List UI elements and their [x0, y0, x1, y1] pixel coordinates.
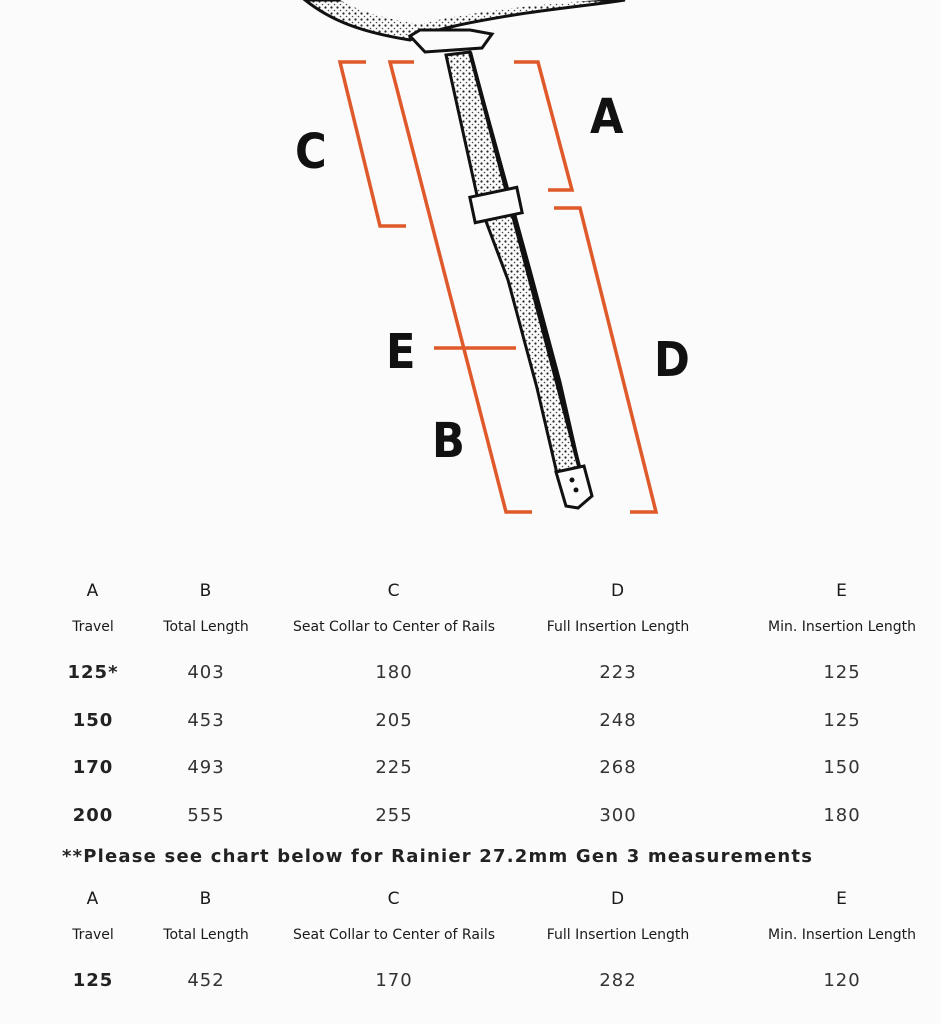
- travel-cell: 125*: [67, 662, 119, 683]
- column-letter: A: [86, 889, 100, 909]
- column-captions-row: [0, 917, 941, 955]
- column-letter: E: [836, 889, 848, 909]
- column-caption: Travel: [72, 619, 114, 635]
- table-cell: 255: [375, 804, 413, 826]
- table-cell: 555: [187, 804, 225, 826]
- table-cell: 452: [187, 970, 225, 991]
- saddle-illustration: [305, 0, 625, 52]
- dimensions-table-main: [0, 571, 941, 647]
- column-letter: B: [199, 889, 213, 909]
- table-cell: 403: [187, 662, 225, 683]
- label-b: B: [432, 413, 465, 469]
- column-letter: B: [199, 581, 213, 601]
- label-d: D: [654, 332, 690, 388]
- travel-cell: 150: [72, 709, 114, 731]
- table-row: [0, 698, 941, 746]
- table-cell: 493: [187, 757, 225, 778]
- column-caption: Min. Insertion Length: [768, 927, 916, 943]
- table-cell: 125: [823, 662, 861, 683]
- travel-cell: 200: [72, 804, 114, 826]
- table-cell: 225: [375, 757, 413, 778]
- table-row: [0, 745, 941, 793]
- table-cell: 300: [599, 804, 637, 826]
- table-cell: 120: [823, 970, 861, 991]
- table-cell: 125: [823, 709, 861, 731]
- column-caption: Full Insertion Length: [546, 619, 690, 635]
- bracket-a: [514, 62, 572, 190]
- column-caption: Seat Collar to Center of Rails: [292, 619, 496, 635]
- table-cell: 223: [599, 662, 637, 683]
- column-caption: Travel: [72, 927, 114, 943]
- label-c: C: [295, 124, 327, 180]
- column-letter: D: [610, 581, 626, 601]
- dimensions-table-gen3: [0, 879, 941, 955]
- label-e: E: [386, 324, 416, 380]
- gen3-note: **Please see chart below for Rainier 27.2mm Gen 3 measurements: [62, 846, 814, 867]
- table-row: [0, 650, 941, 698]
- column-letter: D: [610, 889, 626, 909]
- column-caption: Total Length: [163, 927, 249, 943]
- table-row: [0, 958, 941, 1006]
- travel-cell: 170: [72, 757, 114, 778]
- column-captions-row: [0, 609, 941, 647]
- table-cell: 180: [823, 804, 861, 826]
- seatpost-illustration: [446, 52, 592, 508]
- dimensions-table-gen3-rows: [0, 958, 941, 1006]
- table-cell: 248: [599, 709, 637, 731]
- column-letter: C: [387, 581, 401, 601]
- table-cell: 180: [375, 662, 413, 683]
- column-letters-row: [0, 571, 941, 609]
- column-caption: Min. Insertion Length: [768, 619, 916, 635]
- table-cell: 170: [375, 970, 413, 991]
- column-letter: C: [387, 889, 401, 909]
- dimensions-table-rows: [0, 650, 941, 840]
- table-cell: 150: [823, 757, 861, 778]
- column-letter: A: [86, 581, 100, 601]
- table-cell: 282: [599, 970, 637, 991]
- column-letters-row: [0, 879, 941, 917]
- label-a: A: [590, 89, 624, 145]
- column-letter: E: [836, 581, 848, 601]
- table-row: [0, 793, 941, 841]
- column-caption: Total Length: [163, 619, 249, 635]
- table-cell: 453: [187, 709, 225, 731]
- travel-cell: 125: [72, 970, 114, 991]
- column-caption: Seat Collar to Center of Rails: [292, 927, 496, 943]
- table-cell: 268: [599, 757, 637, 778]
- column-caption: Full Insertion Length: [546, 927, 690, 943]
- table-cell: 205: [375, 709, 413, 731]
